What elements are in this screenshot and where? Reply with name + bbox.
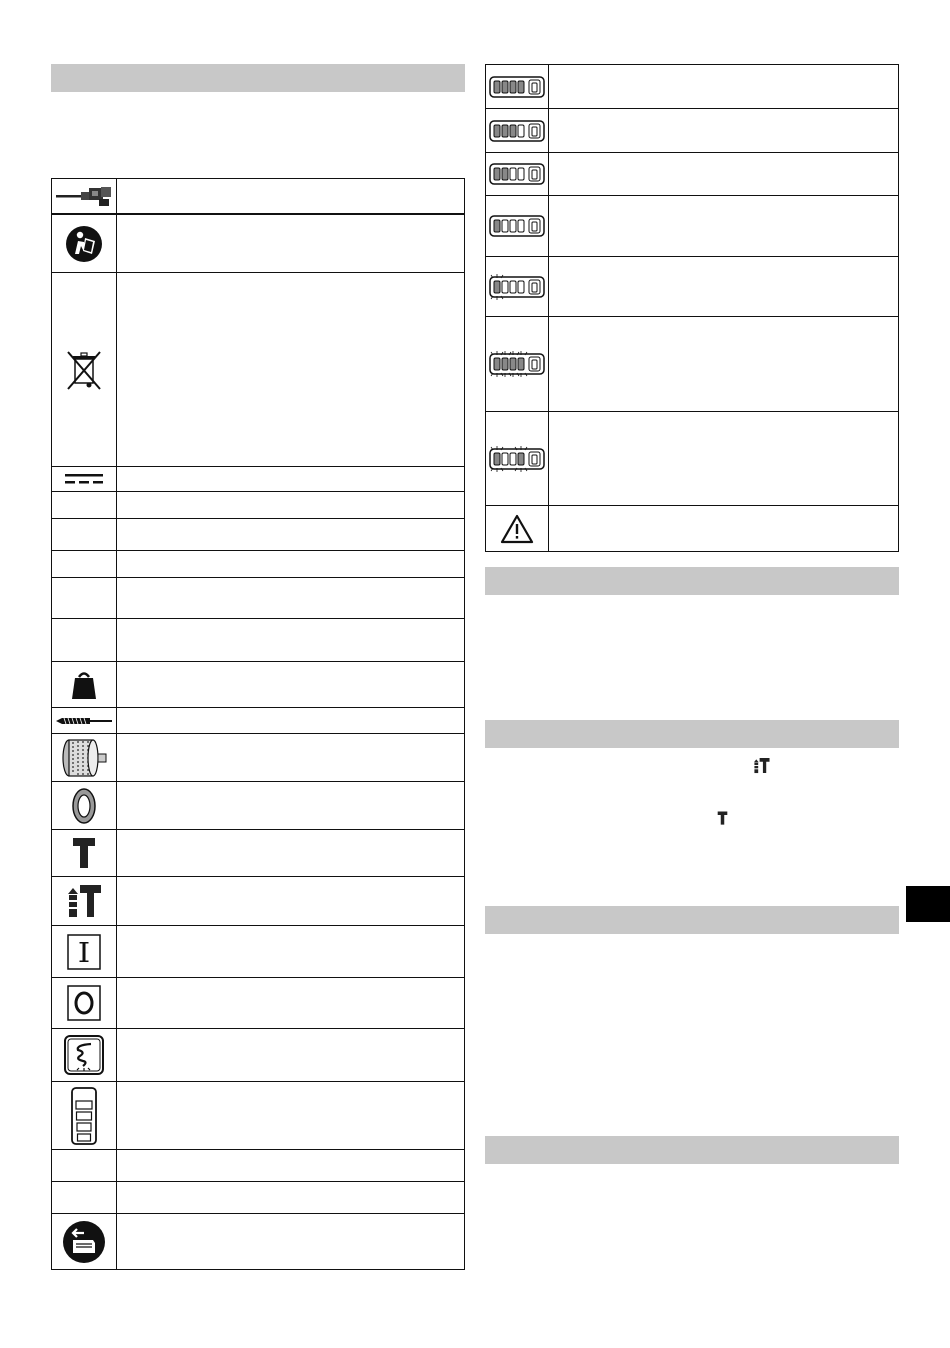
table-row (52, 781, 464, 829)
table-row (52, 925, 464, 977)
warning-triangle-icon (500, 514, 534, 544)
table-row (52, 466, 464, 491)
hammer-drilling-mode-icon (753, 757, 770, 774)
table-row (486, 256, 898, 316)
table-row (486, 108, 898, 152)
symbols-table (51, 178, 465, 1270)
battery-level-3-icon (489, 120, 545, 142)
table-row (52, 491, 464, 518)
table-row (52, 577, 464, 618)
crossed-out-wheelie-bin-icon (64, 349, 104, 391)
section-header-bar (485, 567, 899, 595)
section-header-bar (485, 906, 899, 934)
table-row (486, 195, 898, 256)
battery-level-2-icon (489, 163, 545, 185)
table-row (486, 316, 898, 411)
table-row (52, 707, 464, 733)
table-row (52, 1081, 464, 1149)
battery-pack-icon (71, 1087, 97, 1145)
table-row (52, 550, 464, 577)
language-thumb-tab (906, 886, 950, 922)
table-row (52, 1028, 464, 1081)
table-row (52, 977, 464, 1028)
rotary-hammer-icon (55, 185, 113, 207)
table-row (52, 1149, 464, 1181)
drill-bit-icon (56, 717, 112, 725)
chiselling-mode-icon (717, 811, 728, 825)
table-row (52, 272, 464, 466)
battery-all-blinking-icon (488, 349, 546, 379)
section-header-bar (51, 64, 465, 92)
table-row (52, 733, 464, 781)
section-header-bar (485, 720, 899, 748)
table-row (52, 1213, 464, 1269)
battery-alternating-blinking-icon (488, 444, 546, 474)
table-row (486, 505, 898, 551)
ring-diameter-icon (71, 787, 97, 825)
table-row (52, 829, 464, 876)
weight-icon (71, 670, 97, 700)
table-row (52, 661, 464, 707)
battery-level-1-icon (489, 215, 545, 237)
core-bit-icon (61, 738, 107, 778)
battery-level-4-icon (489, 76, 545, 98)
read-manual-icon (65, 225, 103, 263)
return-to-service-icon (62, 1220, 106, 1264)
table-row (52, 179, 464, 213)
hammer-drilling-mode-icon (66, 884, 102, 918)
table-row (52, 1181, 464, 1213)
section-header-bar (485, 1136, 899, 1164)
table-row (52, 213, 464, 272)
table-row (52, 618, 464, 661)
chiselling-mode-icon (72, 837, 96, 869)
battery-indicator-table (485, 64, 899, 552)
off-switch-icon (67, 985, 101, 1021)
table-row (486, 411, 898, 505)
battery-level-1-blinking-icon (488, 272, 546, 302)
direct-current-icon (65, 473, 103, 485)
table-row (52, 876, 464, 925)
dust-extraction-icon (64, 1035, 104, 1075)
table-row (486, 152, 898, 195)
table-row (52, 518, 464, 550)
table-row (486, 65, 898, 108)
on-switch-icon (67, 934, 101, 970)
